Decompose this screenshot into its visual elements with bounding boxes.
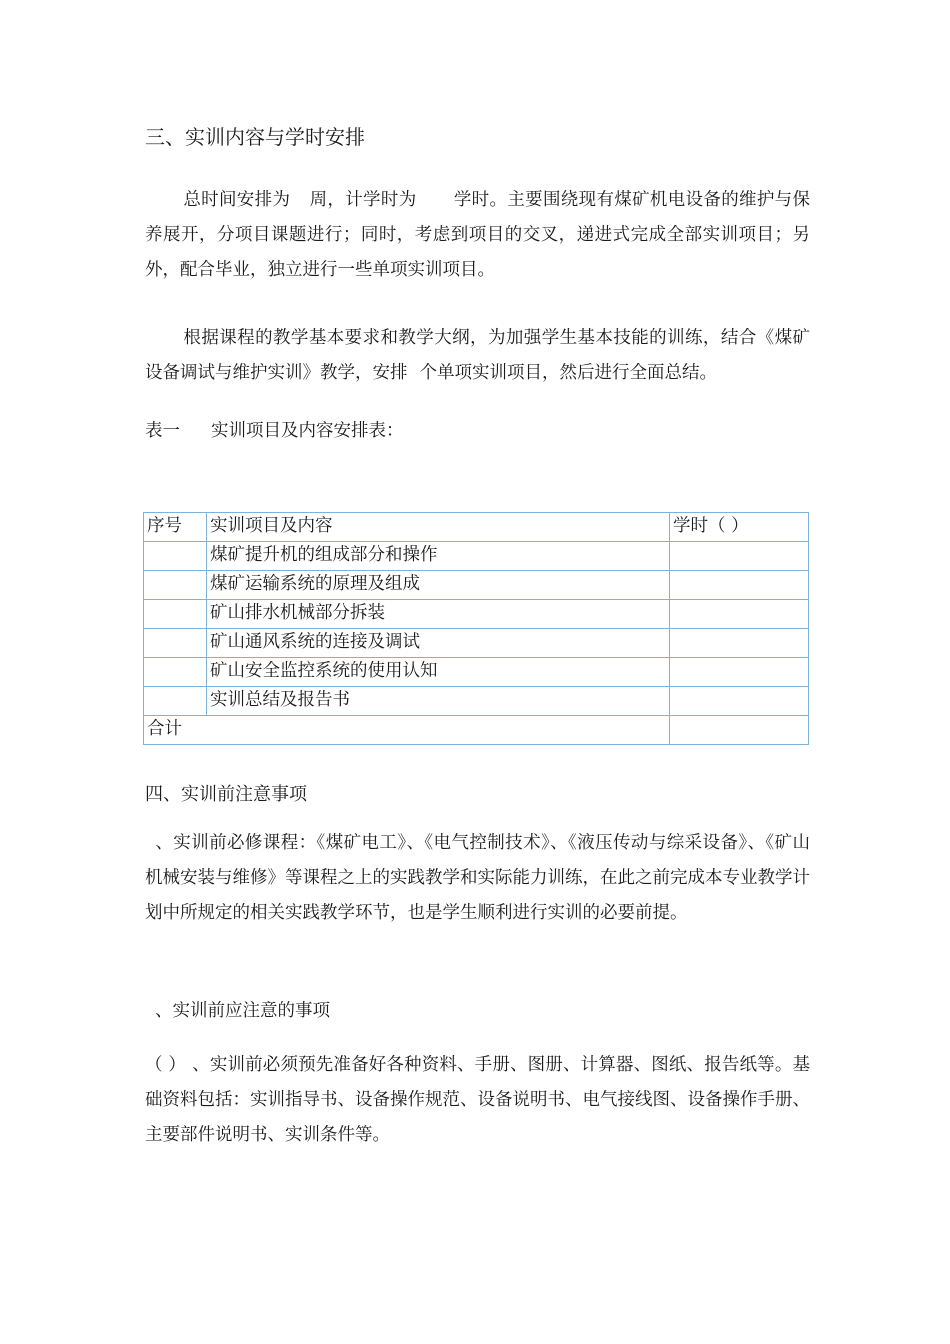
- row-item-cell: 实训总结及报告书: [207, 687, 670, 716]
- para2-part-b: 个单项实训项目，然后进行全面总结。: [419, 363, 717, 383]
- section-4-item-2: [145, 994, 810, 1029]
- table-caption: [145, 414, 810, 449]
- row-item-cell: 煤矿提升机的组成部分和操作: [207, 542, 670, 571]
- row-number-cell: [144, 687, 207, 716]
- section-4-heading: 四、实训前注意事项: [145, 784, 307, 805]
- row-number-cell: [144, 571, 207, 600]
- total-label-cell: 合计: [144, 716, 670, 745]
- table-row: [144, 629, 809, 658]
- para1-part-b: 周，计学时为: [309, 190, 417, 210]
- table-row: [144, 542, 809, 571]
- row-number-cell: [144, 658, 207, 687]
- row-hours-cell: [670, 629, 809, 658]
- table-row: [144, 687, 809, 716]
- para2-part-a: 根据课程的教学基本要求和教学大纲，为加强学生基本技能的训练，结合《煤矿设备调试与维护实训》教学，安排: [145, 328, 810, 383]
- item-3-text: 、实训前必须预先准备好各种资料、手册、图册、计算器、图纸、报告纸等。基础资料包括：实训指导书、设备操作规范、设备说明书、电气接线图、设备操作手册、主要部件说明书、实训条件等。: [145, 1055, 810, 1145]
- table-row: [144, 571, 809, 600]
- para1-part-a: 总时间安排为: [183, 190, 291, 210]
- header-cell-hours: 学时（ ）: [670, 513, 809, 542]
- section-4-item-3: [145, 1048, 810, 1153]
- table-total-row: [144, 716, 809, 745]
- table-row: [144, 600, 809, 629]
- row-hours-cell: [670, 687, 809, 716]
- item-1-text: 、实训前必修课程：《煤矿电工》、《电气控制技术》、《液压传动与综采设备》、《矿山机械安装与维修》等课程之上的实践教学和实际能力训练，在此之前完成本专业教学计划中所规定的相关实践教学环节，也是学生顺利进行实训的必要前提。: [145, 833, 810, 923]
- row-item-cell: 矿山排水机械部分拆装: [207, 600, 670, 629]
- section-3-paragraph-1: [145, 183, 810, 288]
- table-row: [144, 658, 809, 687]
- row-item-cell: 煤矿运输系统的原理及组成: [207, 571, 670, 600]
- row-item-cell: 矿山通风系统的连接及调试: [207, 629, 670, 658]
- training-schedule-table: [143, 512, 809, 745]
- item-3-mark: （ ）: [145, 1055, 187, 1075]
- section-4-item-1: [145, 826, 810, 931]
- row-number-cell: [144, 629, 207, 658]
- para1-part-c: 学时。主要围绕现有煤矿机电设备的维护与保养展开，分项目课题进行；同时，考虑到项目的交叉，递进式完成全部实训项目；另外，配合毕业，独立进行一些单项实训项目。: [145, 190, 811, 280]
- row-item-cell: 矿山安全监控系统的使用认知: [207, 658, 670, 687]
- row-hours-cell: [670, 571, 809, 600]
- row-hours-cell: [670, 658, 809, 687]
- header-cell-number: 序号: [144, 513, 207, 542]
- row-hours-cell: [670, 600, 809, 629]
- row-hours-cell: [670, 542, 809, 571]
- section-3-paragraph-2: [145, 321, 810, 391]
- row-number-cell: [144, 600, 207, 629]
- item-2-text: 、实训前应注意的事项: [155, 1001, 330, 1021]
- table-header-row: [144, 513, 809, 542]
- table-caption-label: 表一: [145, 421, 180, 441]
- section-3-heading: 三、实训内容与学时安排: [145, 125, 365, 149]
- total-hours-cell: [670, 716, 809, 745]
- table-caption-text: 实训项目及内容安排表：: [211, 421, 404, 441]
- row-number-cell: [144, 542, 207, 571]
- header-cell-item: 实训项目及内容: [207, 513, 670, 542]
